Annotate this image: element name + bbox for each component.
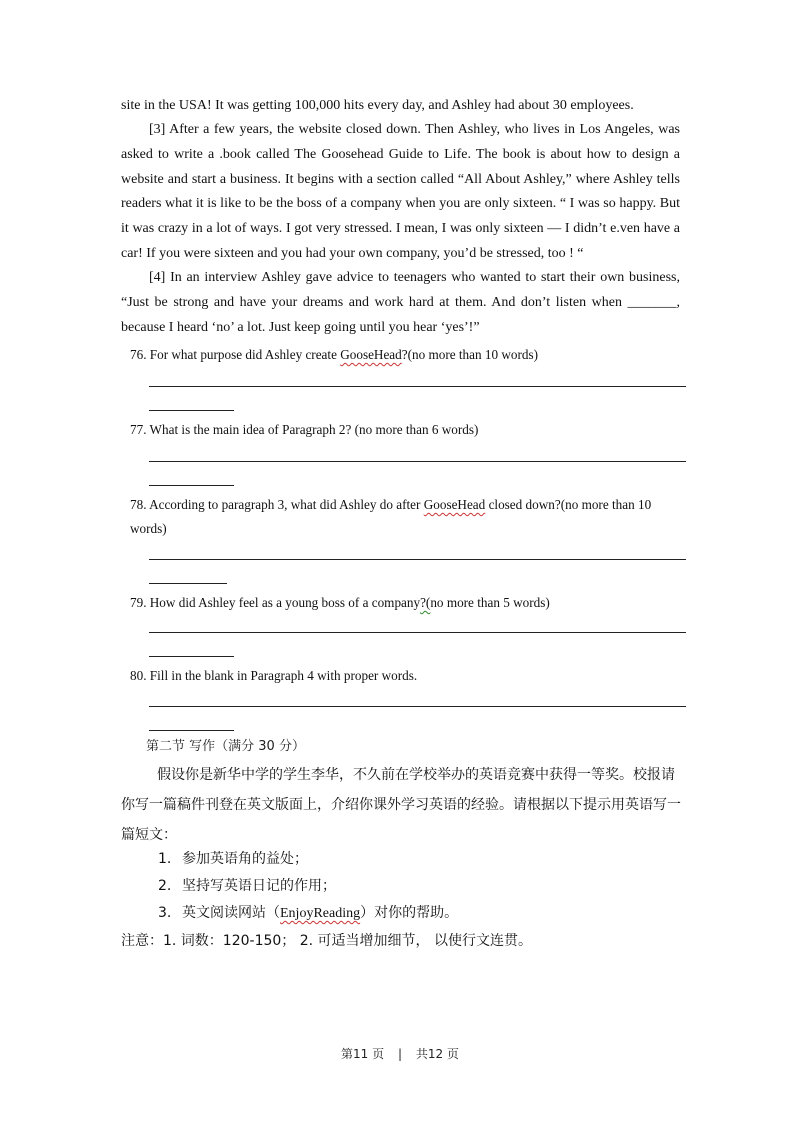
question-text: For what purpose did Ashley create [149, 347, 341, 362]
question-number: 79. [130, 595, 147, 610]
question-text: What is the main idea of Paragraph 2? (no more than 6 words) [149, 422, 479, 437]
page-number: 第11 页 [341, 1047, 385, 1061]
question-text-end: closed down?(no more than 10 words) [130, 497, 652, 536]
answer-line-77[interactable] [149, 461, 686, 462]
page-footer [0, 1045, 800, 1062]
answer-line-78[interactable] [149, 559, 686, 560]
question-78 [130, 493, 690, 541]
spellcheck-marked-word: GooseHead [340, 347, 402, 362]
spellcheck-marked-word: EnjoyReading [280, 906, 361, 921]
grammar-marked-text: ?( [420, 595, 431, 610]
answer-line-78-end[interactable] [149, 583, 227, 584]
question-77 [130, 418, 688, 442]
passage-paragraph-2-tail: site in the USA! It was getting 100,000 hits every day, and Ashley had about 30 employees. [121, 98, 634, 113]
answer-line-76-end[interactable] [149, 410, 234, 411]
question-79 [130, 591, 688, 615]
question-number: 78. [130, 497, 147, 512]
footer-separator: | [397, 1047, 403, 1061]
hint-text: 坚持写英语日记的作用； [182, 878, 336, 894]
hint-number: 3. [158, 905, 172, 921]
answer-line-79-end[interactable] [149, 656, 234, 657]
writing-section-title: 第二节 写作（满分 30 分） [146, 739, 305, 754]
passage-paragraph-4: [4] In an interview Ashley gave advice to teenagers who wanted to start their own business, “Just be strong and have your dreams and work hard at them. And don’t listen when _______, because I heard ‘no’ a lot. Just keep going until you hear ‘yes’!” [121, 270, 680, 335]
question-text-end: no more than 5 words) [430, 595, 550, 610]
answer-line-76[interactable] [149, 386, 686, 387]
hint-number: 2. [158, 878, 172, 894]
question-text-end: ?(no more than 10 words) [401, 347, 538, 362]
question-80 [130, 664, 688, 688]
passage-paragraph-3: [3] After a few years, the website closed down. Then Ashley, who lives in Los Angeles, was asked to write a .book called The Goosehead Guide to Life. The book is about how to design a website and start a business. It begins with a section called “All About Ashley,” where Ashley tells readers what it is like to be the boss of a company when you are only sixteen. “ I was so happy. But it was crazy in a lot of ways. I got very stressed. I mean, I was only sixteen — I didn’t e.ven have a car! If you were sixteen and you had your own company, you’d be stressed, too ! “ [121, 122, 680, 261]
question-number: 76. [130, 347, 147, 362]
question-76 [130, 343, 688, 367]
writing-prompt: 假设你是新华中学的学生李华，不久前在学校举办的英语竞赛中获得一等奖。校报请你写一篇稿件刊登在英文版面上，介绍你课外学习英语的经验。请根据以下提示用英语写一篇短文： [121, 767, 681, 843]
hint-text-end: ）对你的帮助。 [360, 905, 459, 921]
answer-line-80[interactable] [149, 706, 686, 707]
hint-text: 参加英语角的益处； [182, 851, 308, 867]
writing-note: 注意：1. 词数：120-150； 2. 可适当增加细节， 以使行文连贯。 [121, 933, 533, 949]
question-text: How did Ashley feel as a young boss of a company [149, 595, 421, 610]
page-total: 共12 页 [415, 1047, 459, 1061]
answer-line-79[interactable] [149, 632, 686, 633]
question-text: Fill in the blank in Paragraph 4 with proper words. [149, 668, 418, 683]
answer-line-77-end[interactable] [149, 485, 234, 486]
hint-number: 1. [158, 851, 172, 867]
question-number: 80. [130, 668, 147, 683]
spellcheck-marked-word: GooseHead [423, 497, 486, 512]
hint-text: 英文阅读网站（ [182, 905, 280, 921]
question-text: According to paragraph 3, what did Ashley do after [149, 497, 424, 512]
writing-hint-3 [158, 899, 458, 928]
writing-hint-1 [158, 845, 308, 873]
question-number: 77. [130, 422, 147, 437]
answer-line-80-end[interactable] [149, 730, 234, 731]
writing-hint-2 [158, 872, 336, 900]
